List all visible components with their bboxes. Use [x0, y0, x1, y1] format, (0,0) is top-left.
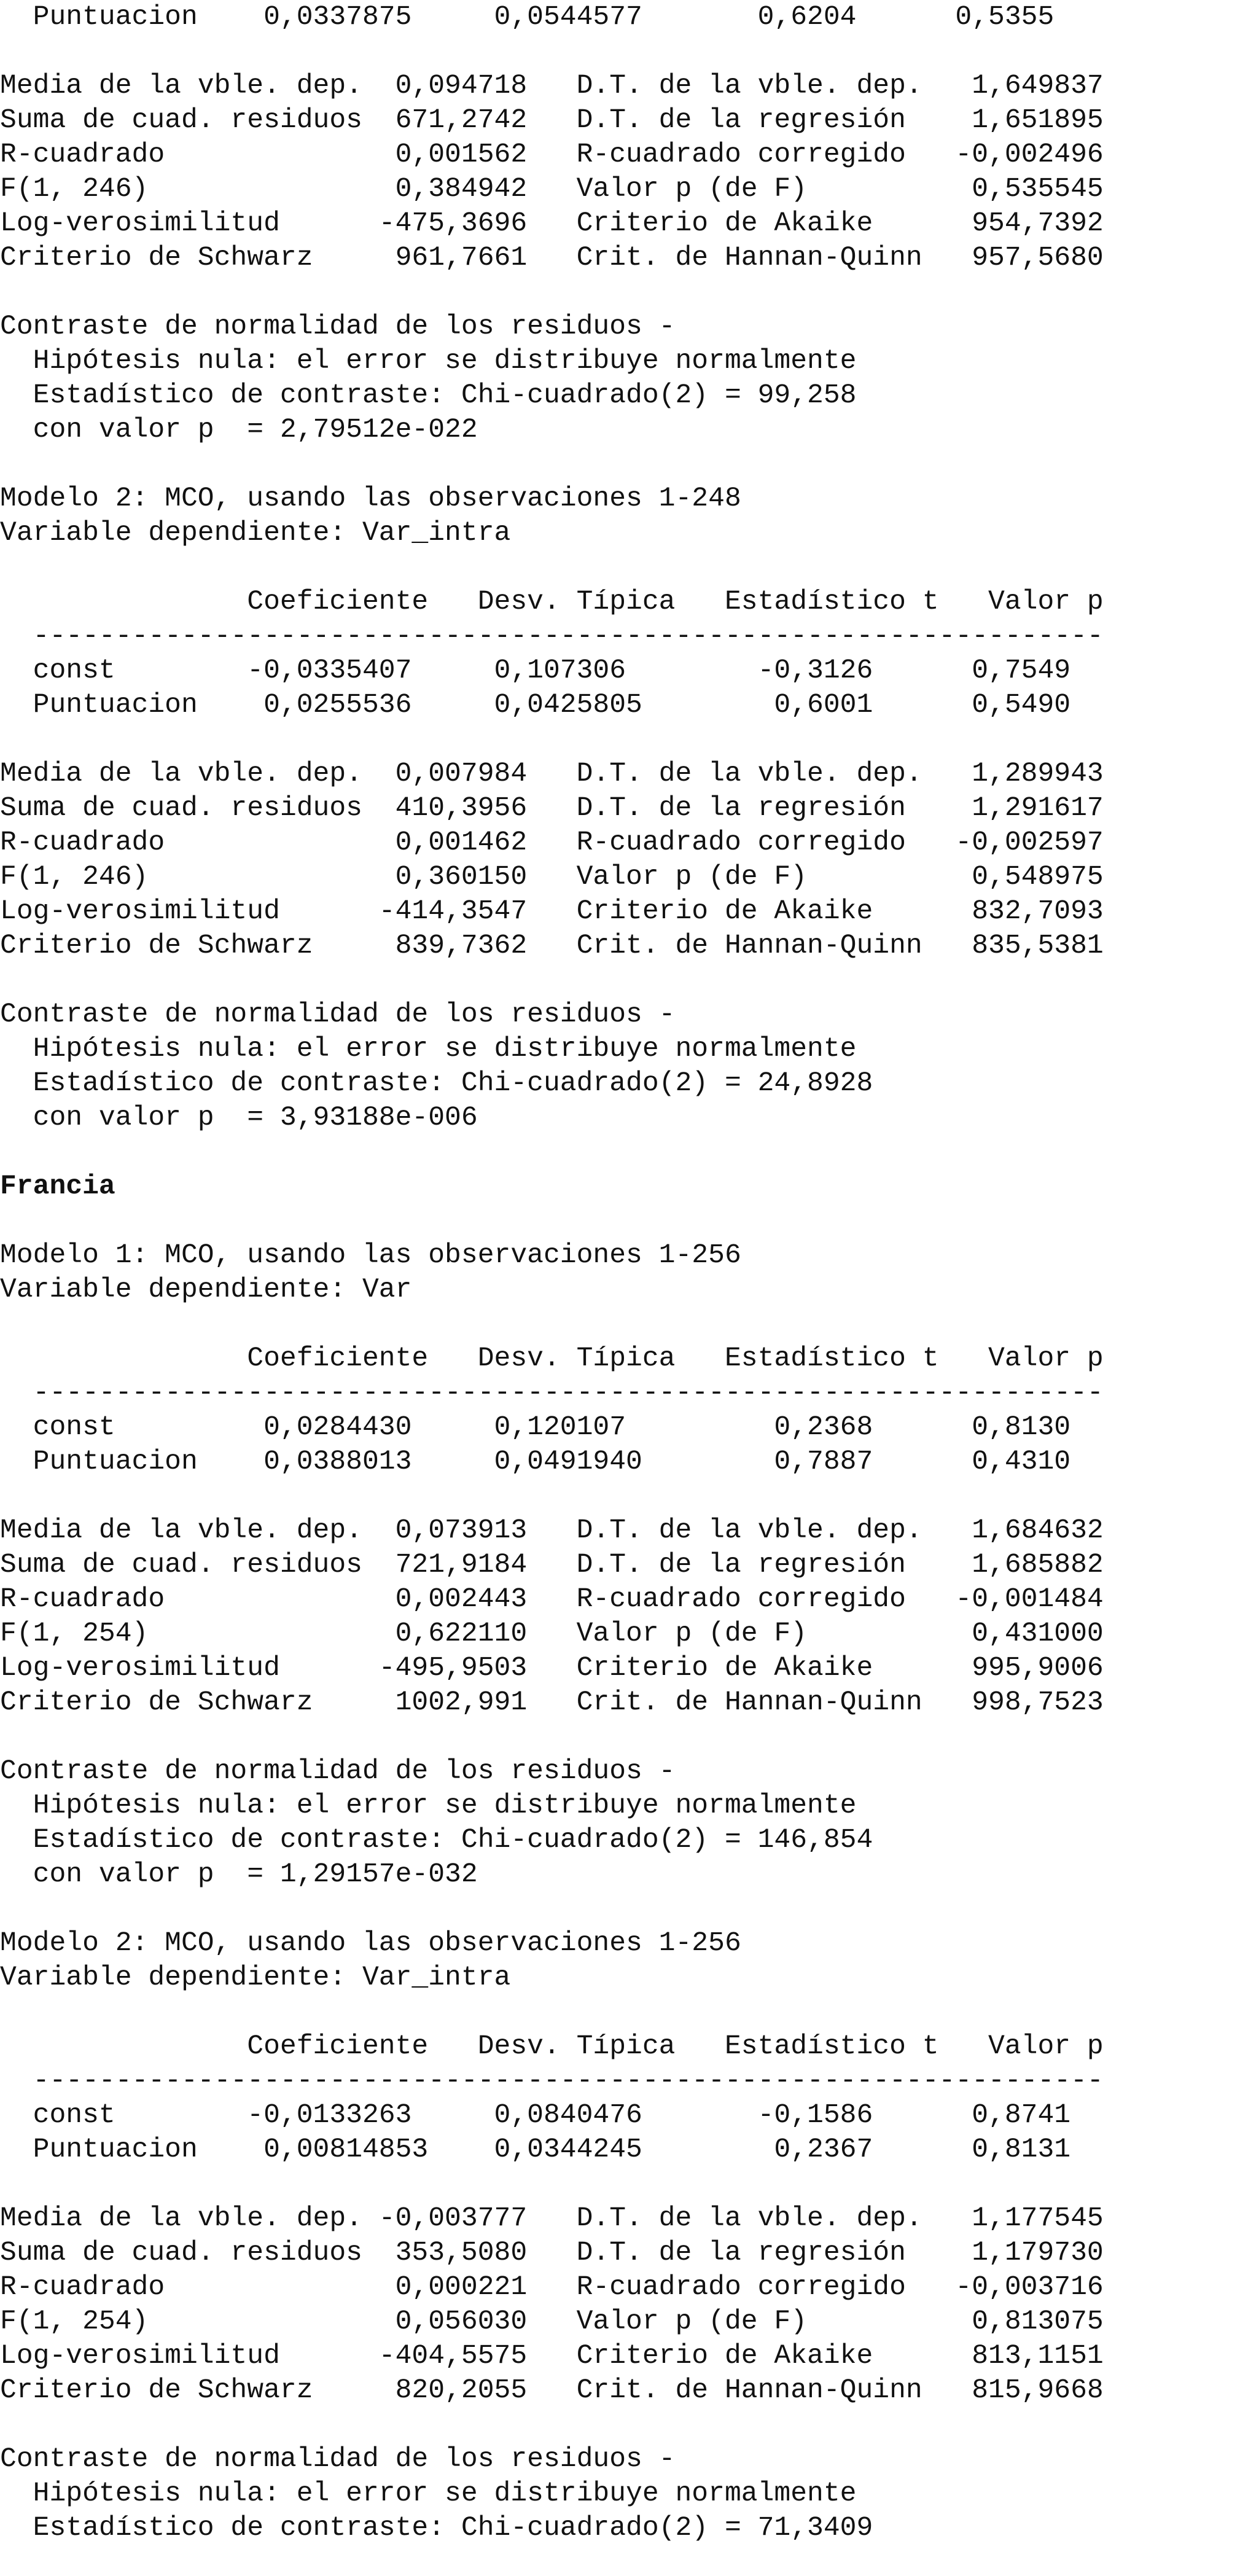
blank-line — [0, 1995, 1240, 2029]
output-line: Puntuacion 0,0337875 0,0544577 0,6204 0,5355 — [0, 2, 1055, 33]
blank-line — [0, 447, 1240, 482]
output-line: Modelo 2: MCO, usando las observaciones 1-248 — [0, 483, 741, 514]
output-line: Log-verosimilitud -404,5575 Criterio de Akaike 813,1151 — [0, 2341, 1104, 2371]
output-line: F(1, 246) 0,360150 Valor p (de F) 0,548975 — [0, 862, 1104, 892]
output-line: Media de la vble. dep. 0,073913 D.T. de la vble. dep. 1,684632 — [0, 1515, 1104, 1546]
output-line: Contraste de normalidad de los residuos - — [0, 999, 676, 1030]
output-line: Criterio de Schwarz 820,2055 Crit. de Hannan-Quinn 815,9668 — [0, 2375, 1104, 2406]
blank-line — [0, 2167, 1240, 2201]
output-line: ----------------------------------------------------------------- — [0, 2066, 1104, 2096]
output-line: Contraste de normalidad de los residuos - — [0, 1756, 676, 1787]
output-line: F(1, 254) 0,056030 Valor p (de F) 0,813075 — [0, 2306, 1104, 2337]
blank-line — [0, 1720, 1240, 1754]
blank-line — [0, 963, 1240, 997]
output-line: Estadístico de contraste: Chi-cuadrado(2) = 146,854 — [0, 1825, 873, 1856]
blank-line — [0, 1307, 1240, 1341]
output-line: Suma de cuad. residuos 721,9184 D.T. de la regresión 1,685882 — [0, 1550, 1104, 1580]
output-line: Estadístico de contraste: Chi-cuadrado(2) = 71,3409 — [0, 2513, 873, 2543]
output-line: Criterio de Schwarz 961,7661 Crit. de Hannan-Quinn 957,5680 — [0, 243, 1104, 273]
output-line: Variable dependiente: Var — [0, 1274, 412, 1305]
output-line: Media de la vble. dep. 0,007984 D.T. de la vble. dep. 1,289943 — [0, 759, 1104, 789]
output-line: Puntuacion 0,0388013 0,0491940 0,7887 0,4310 — [0, 1446, 1071, 1477]
output-line: Media de la vble. dep. 0,094718 D.T. de la vble. dep. 1,649837 — [0, 71, 1104, 101]
output-line: ----------------------------------------------------------------- — [0, 621, 1104, 652]
output-line: Variable dependiente: Var_intra — [0, 518, 511, 548]
output-line: R-cuadrado 0,002443 R-cuadrado corregido -0,001484 — [0, 1584, 1104, 1615]
output-line: R-cuadrado 0,001562 R-cuadrado corregido -0,002496 — [0, 139, 1104, 170]
output-line: Estadístico de contraste: Chi-cuadrado(2) = 24,8928 — [0, 1068, 873, 1099]
output-line: Contraste de normalidad de los residuos - — [0, 311, 676, 342]
output-line: Coeficiente Desv. Típica Estadístico t Valor p — [0, 587, 1104, 617]
output-line: Modelo 2: MCO, usando las observaciones 1-256 — [0, 1928, 741, 1959]
output-line: Coeficiente Desv. Típica Estadístico t Valor p — [0, 1343, 1104, 1374]
blank-line — [0, 2408, 1240, 2442]
output-line: Suma de cuad. residuos 671,2742 D.T. de la regresión 1,651895 — [0, 105, 1104, 136]
blank-line — [0, 722, 1240, 757]
output-line: Log-verosimilitud -495,9503 Criterio de Akaike 995,9006 — [0, 1653, 1104, 1684]
output-line: Hipótesis nula: el error se distribuye normalmente — [0, 346, 857, 377]
output-line: Suma de cuad. residuos 410,3956 D.T. de la regresión 1,291617 — [0, 793, 1104, 824]
blank-line — [0, 34, 1240, 69]
output-line: Hipótesis nula: el error se distribuye normalmente — [0, 2478, 857, 2509]
output-line: Modelo 1: MCO, usando las observaciones 1-256 — [0, 1240, 741, 1271]
output-line: Contraste de normalidad de los residuos - — [0, 2444, 676, 2475]
output-line: con valor p = 2,79512e-022 — [0, 415, 478, 445]
blank-line — [0, 1204, 1240, 1238]
blank-line — [0, 275, 1240, 310]
output-line: Criterio de Schwarz 839,7362 Crit. de Hannan-Quinn 835,5381 — [0, 931, 1104, 961]
output-line: Criterio de Schwarz 1002,991 Crit. de Hannan-Quinn 998,7523 — [0, 1687, 1104, 1718]
output-line: const 0,0284430 0,120107 0,2368 0,8130 — [0, 1412, 1071, 1443]
output-line: Log-verosimilitud -475,3696 Criterio de Akaike 954,7392 — [0, 208, 1104, 239]
blank-line — [0, 1892, 1240, 1926]
blank-line — [0, 1135, 1240, 1169]
output-line: Variable dependiente: Var_intra — [0, 1962, 511, 1993]
output-line: Puntuacion 0,00814853 0,0344245 0,2367 0,8131 — [0, 2134, 1071, 2165]
output-line: Coeficiente Desv. Típica Estadístico t Valor p — [0, 2031, 1104, 2062]
output-line: ----------------------------------------------------------------- — [0, 1378, 1104, 1408]
output-line: Log-verosimilitud -414,3547 Criterio de Akaike 832,7093 — [0, 896, 1104, 927]
output-line: const -0,0335407 0,107306 -0,3126 0,7549 — [0, 655, 1071, 686]
output-line: Media de la vble. dep. -0,003777 D.T. de la vble. dep. 1,177545 — [0, 2203, 1104, 2234]
output-line: Hipótesis nula: el error se distribuye normalmente — [0, 1790, 857, 1821]
output-line: con valor p = 1,29157e-032 — [0, 1859, 478, 1890]
output-line: Suma de cuad. residuos 353,5080 D.T. de la regresión 1,179730 — [0, 2238, 1104, 2268]
section-heading: Francia — [0, 1171, 115, 1202]
output-line: con valor p = 3,93188e-006 — [0, 1103, 478, 1133]
output-line: Puntuacion 0,0255536 0,0425805 0,6001 0,5490 — [0, 690, 1071, 720]
output-line: F(1, 246) 0,384942 Valor p (de F) 0,535545 — [0, 174, 1104, 205]
output-line: R-cuadrado 0,001462 R-cuadrado corregido -0,002597 — [0, 827, 1104, 858]
blank-line — [0, 1479, 1240, 1513]
output-line: Hipótesis nula: el error se distribuye normalmente — [0, 1034, 857, 1064]
blank-line — [0, 550, 1240, 585]
output-line: F(1, 254) 0,622110 Valor p (de F) 0,431000 — [0, 1618, 1104, 1649]
output-line: R-cuadrado 0,000221 R-cuadrado corregido -0,003716 — [0, 2272, 1104, 2303]
output-line: Estadístico de contraste: Chi-cuadrado(2) = 99,258 — [0, 380, 857, 411]
output-line: const -0,0133263 0,0840476 -0,1586 0,8741 — [0, 2100, 1071, 2131]
